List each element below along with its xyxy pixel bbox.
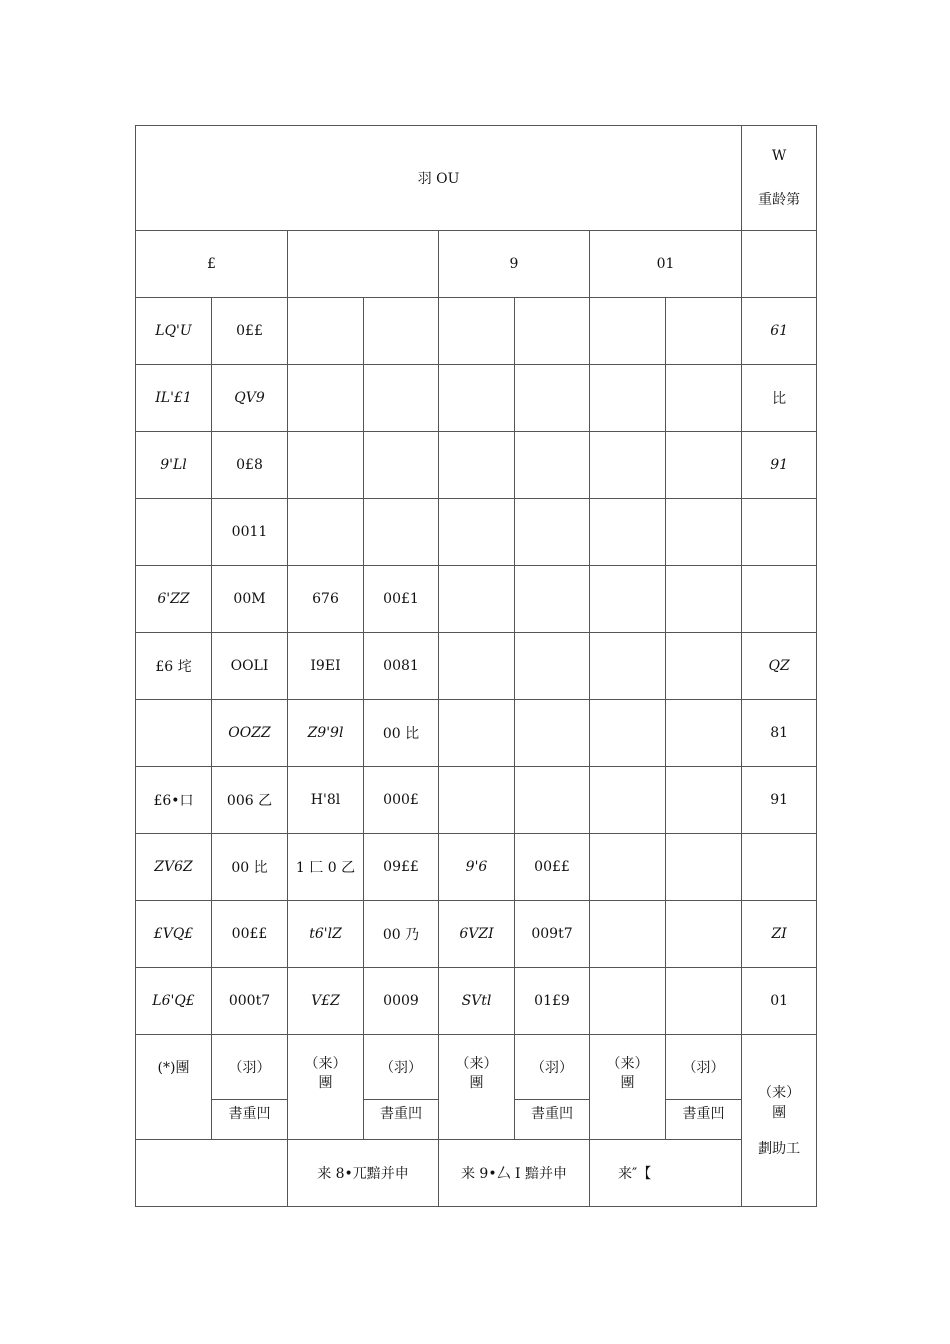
table-row (136, 432, 817, 499)
legend-lai-label: （来） (304, 1056, 347, 1072)
legend-first (136, 1035, 212, 1140)
cell-h (666, 767, 742, 834)
cell-e (439, 499, 515, 566)
legend-yu-label: （羽） (228, 1060, 271, 1076)
footer-2: 来 8•兀黯并申 (288, 1140, 439, 1207)
cell-f (515, 566, 590, 633)
cell-c: 1 匚 0 乙 (288, 834, 364, 901)
cell-h (666, 432, 742, 499)
cell-a: LQ'U (136, 298, 212, 365)
cell-a: 9'Ll (136, 432, 212, 499)
subheader-right (742, 231, 817, 298)
cell-c (288, 298, 364, 365)
cell-right: 比 (742, 365, 817, 432)
cell-f (515, 499, 590, 566)
cell-c (288, 365, 364, 432)
cell-d (364, 365, 439, 432)
cell-f (515, 633, 590, 700)
cell-h (666, 499, 742, 566)
cell-a (136, 700, 212, 767)
cell-g (590, 968, 666, 1035)
cell-e (439, 298, 515, 365)
cell-f (515, 365, 590, 432)
cell-f: 00££ (515, 834, 590, 901)
cell-f: 01£9 (515, 968, 590, 1035)
cell-g (590, 767, 666, 834)
cell-d: 09££ (364, 834, 439, 901)
footer-3: 来 9•厶 I 黯并申 (439, 1140, 590, 1207)
cell-h (666, 834, 742, 901)
cell-d: 000£ (364, 767, 439, 834)
cell-a: £6•口 (136, 767, 212, 834)
cell-h (666, 968, 742, 1035)
legend-right (742, 1035, 817, 1207)
cell-g (590, 700, 666, 767)
table-row (136, 968, 817, 1035)
cell-c: I9EI (288, 633, 364, 700)
header-right-top: W (771, 148, 787, 164)
legend-yu-4 (666, 1035, 742, 1140)
cell-e: 6VZI (439, 901, 515, 968)
cell-a (136, 499, 212, 566)
cell-f (515, 700, 590, 767)
cell-h (666, 633, 742, 700)
legend-yu-3 (515, 1035, 590, 1140)
cell-d: 0081 (364, 633, 439, 700)
cell-c (288, 432, 364, 499)
cell-right: QZ (742, 633, 817, 700)
cell-b: 00M (212, 566, 288, 633)
header-right-bottom: 重龄第 (758, 192, 801, 208)
cell-right (742, 566, 817, 633)
cell-b: 00 比 (212, 834, 288, 901)
cell-b: QV9 (212, 365, 288, 432)
cell-h (666, 298, 742, 365)
cell-e: 9'6 (439, 834, 515, 901)
footer-1 (136, 1140, 288, 1207)
cell-d (364, 432, 439, 499)
cell-h (666, 901, 742, 968)
cell-right (742, 834, 817, 901)
legend-lai-1 (288, 1035, 364, 1140)
cell-b: 0011 (212, 499, 288, 566)
cell-d (364, 298, 439, 365)
table-row (136, 365, 817, 432)
legend-row (136, 1035, 817, 1140)
legend-lai-3 (590, 1035, 666, 1140)
legend-lai-label: （来） (606, 1056, 649, 1072)
cell-d: 00 比 (364, 700, 439, 767)
cell-e (439, 566, 515, 633)
legend-right-b: 團 (772, 1104, 787, 1121)
cell-e (439, 365, 515, 432)
cell-c: Z9'9l (288, 700, 364, 767)
legend-divider (515, 1099, 589, 1100)
cell-h (666, 566, 742, 633)
subheader-4: 01 (590, 231, 742, 298)
cell-e (439, 432, 515, 499)
cell-g (590, 365, 666, 432)
cell-g (590, 901, 666, 968)
legend-shu-label: 書重凹 (380, 1106, 422, 1122)
cell-right: 91 (742, 767, 817, 834)
legend-shu-label: 書重凹 (531, 1106, 573, 1122)
cell-g (590, 499, 666, 566)
table-row (136, 901, 817, 968)
cell-b: OOZZ (212, 700, 288, 767)
cell-g (590, 432, 666, 499)
table-row (136, 566, 817, 633)
legend-divider (364, 1099, 438, 1100)
cell-right: 81 (742, 700, 817, 767)
cell-b: 00££ (212, 901, 288, 968)
cell-c: 676 (288, 566, 364, 633)
cell-b: 000t7 (212, 968, 288, 1035)
legend-shu-label: 書重凹 (682, 1106, 725, 1122)
table-row (136, 499, 817, 566)
cell-f (515, 298, 590, 365)
subheader-1: £ (136, 231, 288, 298)
cell-a: ZV6Z (136, 834, 212, 901)
cell-right: ZI (742, 901, 817, 968)
cell-d (364, 499, 439, 566)
cell-a: £VQ£ (136, 901, 212, 968)
legend-tuan-label: 團 (620, 1075, 635, 1091)
cell-b: 0££ (212, 298, 288, 365)
cell-h (666, 365, 742, 432)
cell-a: 6'ZZ (136, 566, 212, 633)
legend-tuan-label: 團 (318, 1075, 333, 1091)
table-title: 羽 OU (136, 126, 742, 231)
legend-lai-2 (439, 1035, 515, 1140)
cell-e (439, 633, 515, 700)
cell-a: L6'Q£ (136, 968, 212, 1035)
cell-h (666, 700, 742, 767)
footer-row (136, 1140, 817, 1207)
cell-right: 91 (742, 432, 817, 499)
cell-g (590, 633, 666, 700)
legend-yu-2 (364, 1035, 439, 1140)
cell-b: 006 乙 (212, 767, 288, 834)
table-row (136, 700, 817, 767)
cell-e (439, 767, 515, 834)
legend-divider (666, 1099, 741, 1100)
cell-e: SVtl (439, 968, 515, 1035)
legend-tuan-label: 團 (469, 1075, 484, 1091)
footer-4: 来″【 (590, 1140, 742, 1207)
cell-b: OOLI (212, 633, 288, 700)
cell-c: V£Z (288, 968, 364, 1035)
legend-divider (212, 1099, 287, 1100)
legend-right-a: （来） (758, 1084, 801, 1101)
cell-c: t6'lZ (288, 901, 364, 968)
cell-e (439, 700, 515, 767)
cell-f (515, 767, 590, 834)
legend-lai-label: （来） (455, 1056, 498, 1072)
cell-a: £6 垞 (136, 633, 212, 700)
cell-d: 0009 (364, 968, 439, 1035)
legend-first-label: (*)團 (157, 1060, 190, 1076)
cell-g (590, 834, 666, 901)
legend-yu-1 (212, 1035, 288, 1140)
legend-right-c: 劃助工 (758, 1140, 801, 1157)
legend-shu-label: 書重凹 (228, 1106, 271, 1122)
cell-right: 61 (742, 298, 817, 365)
cell-d: 00£1 (364, 566, 439, 633)
subheader-2 (288, 231, 439, 298)
cell-right: 01 (742, 968, 817, 1035)
cell-d: 00 乃 (364, 901, 439, 968)
cell-right (742, 499, 817, 566)
legend-yu-label: （羽） (682, 1060, 725, 1076)
table-row (136, 834, 817, 901)
header-right-cell (742, 126, 817, 231)
legend-yu-label: （羽） (380, 1060, 422, 1076)
cell-a: IL'£1 (136, 365, 212, 432)
cell-f (515, 432, 590, 499)
cell-c: H'8l (288, 767, 364, 834)
subheader-3: 9 (439, 231, 590, 298)
cell-g (590, 566, 666, 633)
legend-yu-label: （羽） (531, 1060, 573, 1076)
cell-f: 009t7 (515, 901, 590, 968)
table-row (136, 633, 817, 700)
table-row (136, 298, 817, 365)
cell-b: 0£8 (212, 432, 288, 499)
cell-g (590, 298, 666, 365)
table-row (136, 767, 817, 834)
data-table (135, 125, 817, 1207)
cell-c (288, 499, 364, 566)
